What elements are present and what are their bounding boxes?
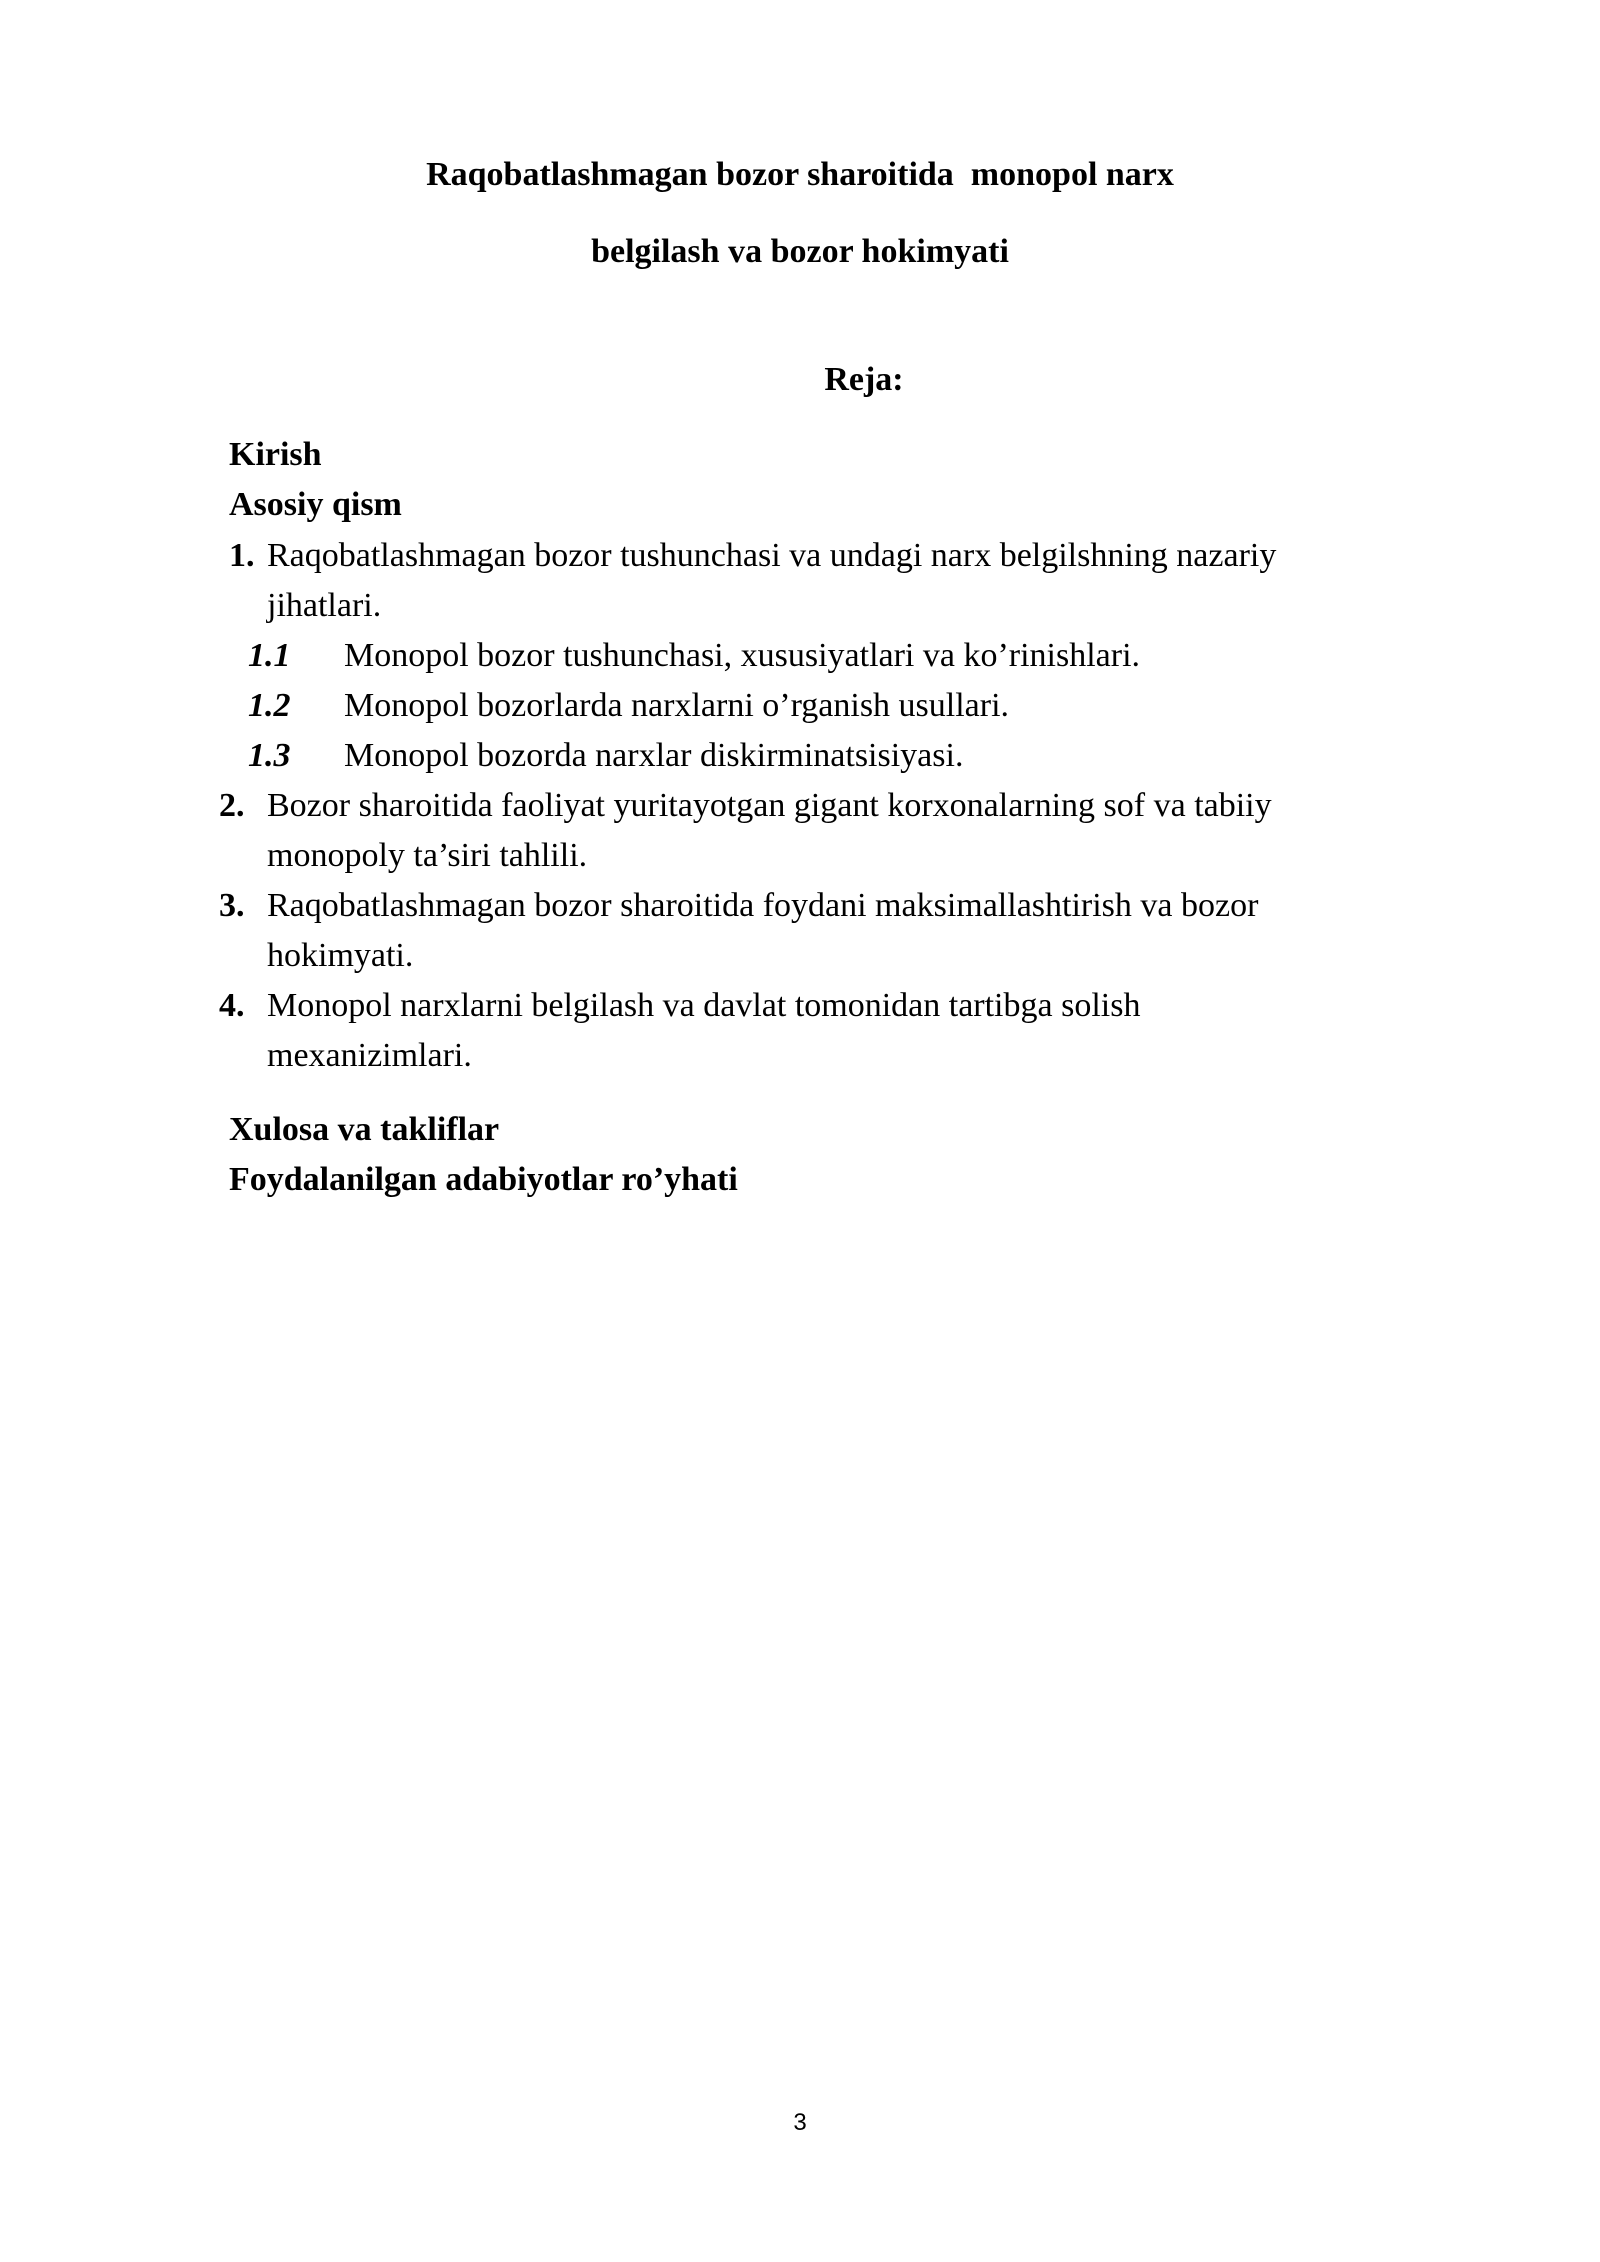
references-heading: Foydalanilgan adabiyotlar ro’yhati — [229, 1161, 738, 1198]
plan-item-text: Monopol narxlarni belgilash va davlat tomonidan tartibga solish — [267, 987, 1141, 1024]
title-line-1: Raqobatlashmagan bozor sharoitida monopol narx — [426, 156, 1174, 193]
plan-item-text: jihatlari. — [267, 587, 382, 624]
plan-subitem-number: 1.1 — [248, 637, 291, 674]
plan-subitem-number: 1.2 — [248, 687, 291, 724]
plan-heading: Reja: — [824, 361, 904, 398]
plan-item-text: mexanizimlari. — [267, 1037, 472, 1074]
plan-item-text: monopoly ta’siri tahlili. — [267, 837, 588, 874]
plan-subitem-text: Monopol bozorlarda narxlarni o’rganish usullari. — [344, 687, 1010, 724]
title-line-2: belgilash va bozor hokimyati — [591, 233, 1009, 270]
plan-item-number: 3. — [219, 887, 245, 924]
plan-item-text: Bozor sharoitida faoliyat yuritayotgan gigant korxonalarning sof va tabiiy — [267, 787, 1272, 824]
plan-item-text: Raqobatlashmagan bozor tushunchasi va undagi narx belgilshning nazariy — [267, 537, 1277, 574]
conclusion-heading: Xulosa va takliflar — [229, 1111, 500, 1148]
plan-item-number: 4. — [219, 987, 245, 1024]
plan-item-text: Raqobatlashmagan bozor sharoitida foydani maksimallashtirish va bozor — [267, 887, 1259, 924]
plan-item-text: hokimyati. — [267, 937, 414, 974]
plan-item-number: 2. — [219, 787, 245, 824]
intro-heading: Kirish — [229, 436, 322, 473]
plan-subitem-number: 1.3 — [248, 737, 291, 774]
plan-subitem-text: Monopol bozorda narxlar diskirminatsisiyasi. — [344, 737, 964, 774]
page-number: 3 — [793, 2109, 807, 2136]
plan-subitem-text: Monopol bozor tushunchasi, xususiyatlari va ko’rinishlari. — [344, 637, 1141, 674]
plan-item-number: 1. — [229, 537, 255, 574]
main-part-heading: Asosiy qism — [229, 486, 402, 523]
